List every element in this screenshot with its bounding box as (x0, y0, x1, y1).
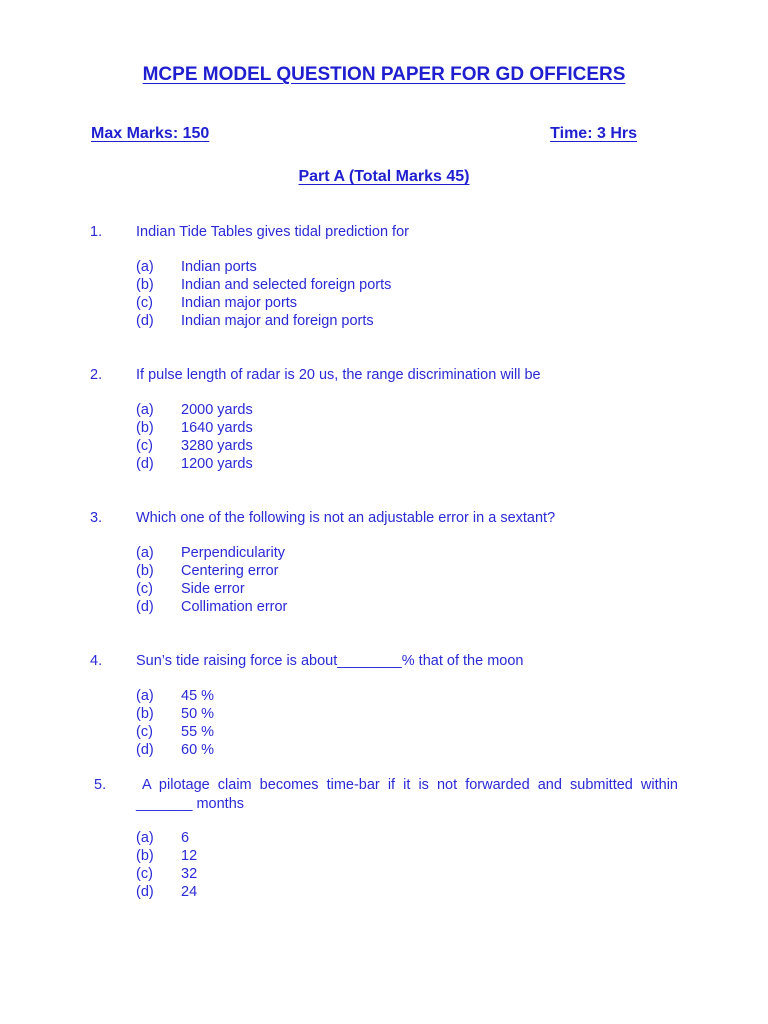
option-a: (a) 2000 yards (136, 402, 253, 418)
options-list (136, 687, 214, 759)
option-a: (a) Indian ports (136, 259, 257, 275)
option-b: (b) Indian and selected foreign ports (136, 277, 392, 293)
time-allowed: Time: 3 Hrs (550, 125, 637, 142)
options-list (136, 829, 197, 901)
option-a: (a) Perpendicularity (136, 545, 285, 561)
option-c: (c) 55 % (136, 724, 215, 740)
option-b: (b) 12 (136, 848, 198, 864)
option-d: (d) Indian major and foreign ports (136, 313, 374, 329)
option-a: (a) 6 (136, 830, 190, 846)
option-d: (d) Collimation error (136, 599, 288, 615)
options-list (136, 401, 253, 473)
question-number: 4. (90, 653, 103, 669)
option-a: (a) 45 % (136, 688, 215, 704)
option-b: (b) 50 % (136, 706, 215, 722)
question-text: Which one of the following is not an adjustable error in a sextant? (136, 510, 556, 526)
question-number: 2. (90, 367, 103, 383)
question-number: 3. (90, 510, 103, 526)
option-c: (c) 32 (136, 866, 198, 882)
option-b: (b) Centering error (136, 563, 279, 579)
options-list (136, 544, 287, 616)
option-c: (c) Indian major ports (136, 295, 298, 311)
part-heading: Part A (Total Marks 45) (298, 168, 470, 185)
question-text: Indian Tide Tables gives tidal prediction for (136, 224, 409, 240)
option-c: (c) Side error (136, 581, 245, 597)
document-title: MCPE MODEL QUESTION PAPER FOR GD OFFICERS (142, 64, 626, 85)
question-text: A pilotage claim becomes time-bar if it is not forwarded and submitted within _______ months (136, 777, 678, 812)
option-c: (c) 3280 yards (136, 438, 253, 454)
option-d: (d) 24 (136, 884, 198, 900)
question-text: If pulse length of radar is 20 us, the range discrimination will be (136, 367, 541, 383)
question-text: Sun’s tide raising force is about________% that of the moon (136, 653, 524, 669)
option-b: (b) 1640 yards (136, 420, 253, 436)
question-number: 1. (90, 224, 103, 240)
options-list (136, 258, 391, 330)
question-number: 5. (94, 777, 107, 793)
max-marks: Max Marks: 150 (91, 125, 210, 142)
option-d: (d) 60 % (136, 742, 215, 758)
option-d: (d) 1200 yards (136, 456, 253, 472)
